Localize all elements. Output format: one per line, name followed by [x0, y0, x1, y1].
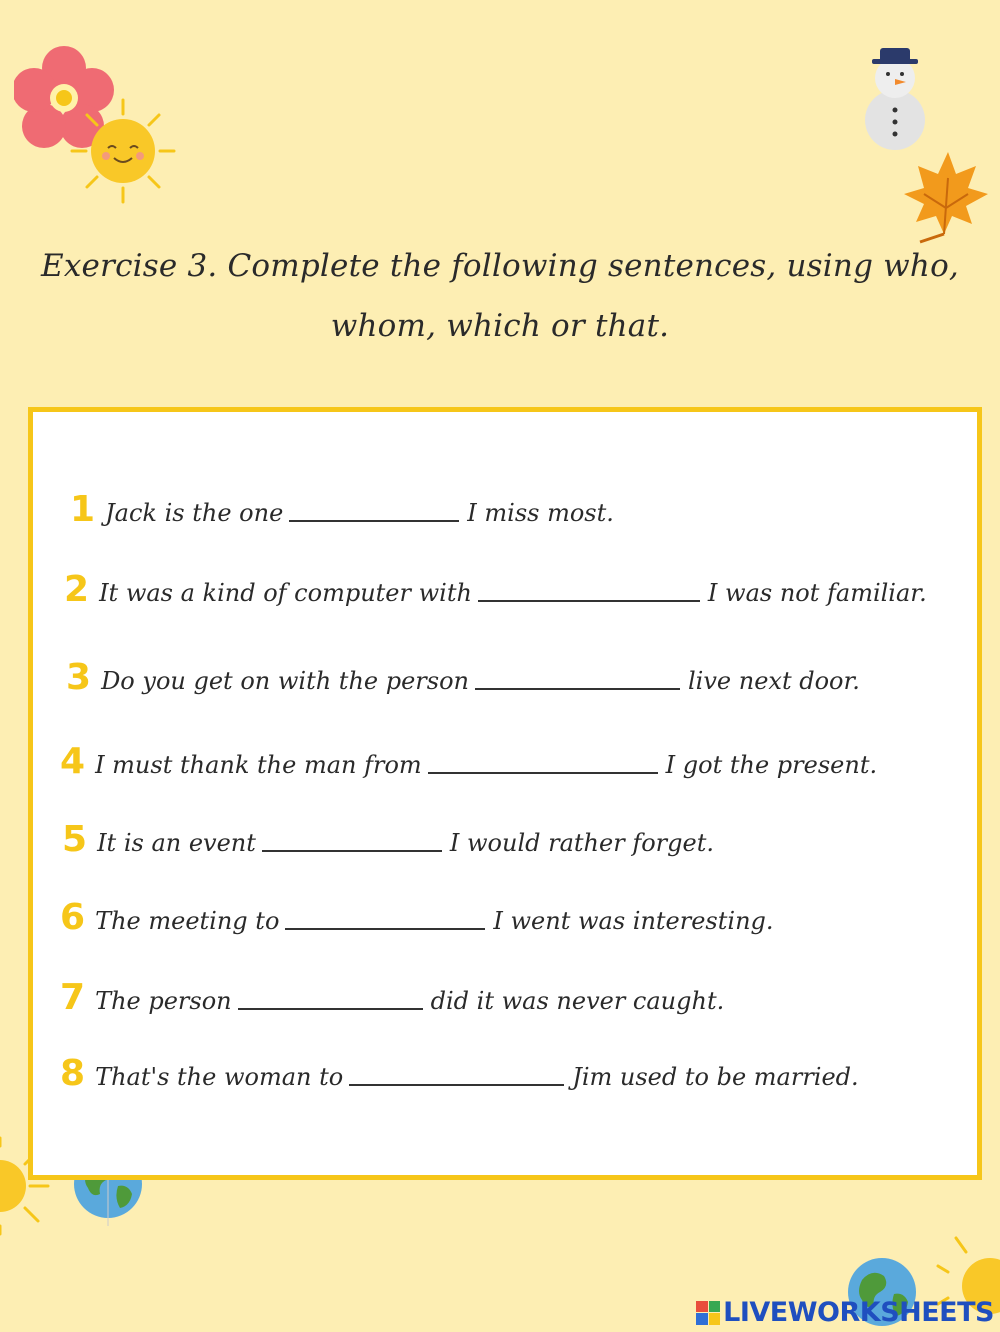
question-8 — [60, 1052, 859, 1092]
question-number: 5 — [62, 819, 88, 860]
question-text-before: The meeting to — [95, 907, 280, 935]
answer-input-1[interactable] — [289, 496, 459, 522]
question-text-after: I went was interesting. — [493, 907, 774, 935]
exercise-title: Exercise 3. Complete the following sentences, using who, whom, which or that. — [41, 248, 959, 344]
question-text-after: I would rather forget. — [449, 829, 714, 857]
question-text-after: did it was never caught. — [430, 987, 725, 1015]
question-text-before: It was a kind of computer with — [99, 579, 472, 607]
question-5 — [62, 818, 714, 858]
liveworksheets-logo-icon — [696, 1301, 720, 1325]
question-text-before: It is an event — [97, 829, 256, 857]
question-1 — [70, 488, 614, 528]
question-number: 6 — [60, 897, 86, 938]
question-text-after: I was not familiar. — [707, 579, 927, 607]
question-number: 4 — [60, 741, 86, 782]
question-text-before: Jack is the one — [105, 499, 284, 527]
question-number: 1 — [70, 489, 96, 530]
question-7 — [60, 976, 724, 1016]
answer-input-6[interactable] — [285, 904, 485, 930]
answer-input-3[interactable] — [475, 664, 680, 690]
brand-footer — [696, 1297, 994, 1328]
question-text-before: The person — [95, 987, 232, 1015]
sun-icon — [68, 96, 178, 206]
maple-leaf-icon — [898, 148, 992, 244]
question-4 — [60, 740, 877, 780]
question-number: 7 — [60, 977, 86, 1018]
answer-input-8[interactable] — [349, 1060, 564, 1086]
question-text-after: live next door. — [688, 667, 860, 695]
question-number: 2 — [64, 569, 90, 610]
snowman-icon — [860, 44, 930, 150]
question-text-before: I must thank the man from — [95, 751, 422, 779]
question-text-after: Jim used to be married. — [572, 1063, 859, 1091]
answer-input-7[interactable] — [238, 984, 423, 1010]
question-text-after: I miss most. — [467, 499, 614, 527]
question-number: 3 — [66, 657, 92, 698]
question-6 — [60, 896, 774, 936]
question-number: 8 — [60, 1053, 86, 1094]
question-2 — [64, 568, 927, 608]
answer-input-4[interactable] — [428, 748, 658, 774]
question-3 — [66, 656, 860, 696]
question-text-before: That's the woman to — [95, 1063, 344, 1091]
answer-input-5[interactable] — [262, 826, 442, 852]
brand-name: LIVEWORKSHEETS — [723, 1297, 994, 1328]
question-text-before: Do you get on with the person — [101, 667, 469, 695]
question-text-after: I got the present. — [665, 751, 878, 779]
answer-input-2[interactable] — [478, 576, 700, 602]
